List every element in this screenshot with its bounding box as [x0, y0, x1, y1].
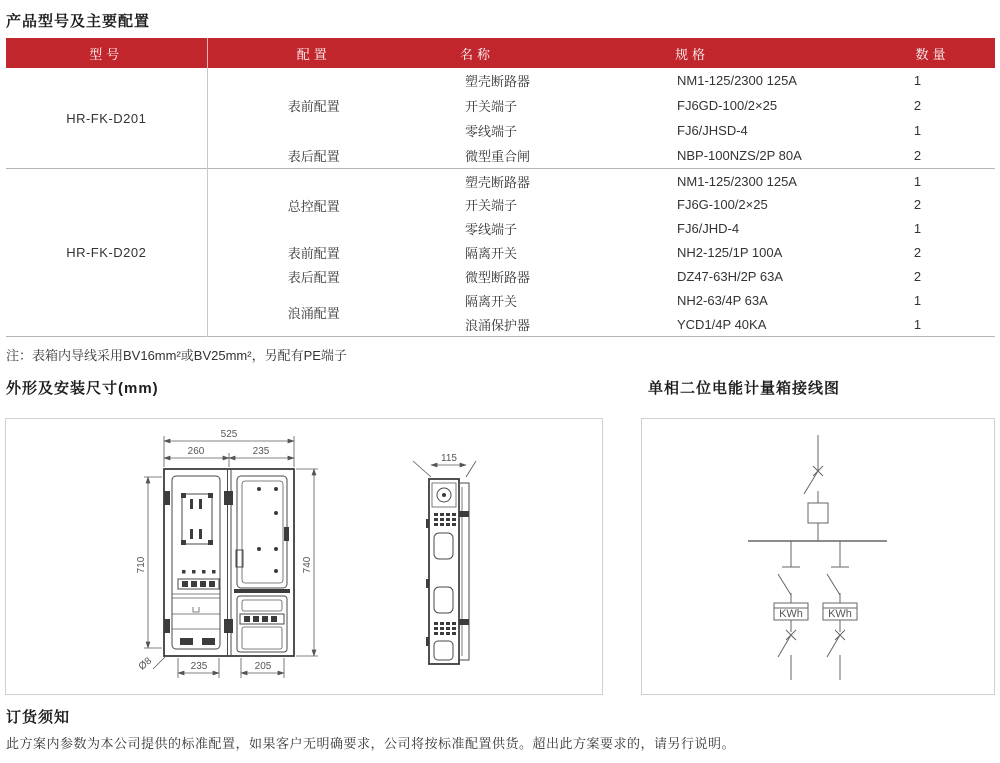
- svg-text:710: 710: [136, 556, 147, 574]
- config-cell: 表前配置: [287, 246, 340, 262]
- spec-cell: FJ6/JHD-4: [677, 221, 740, 237]
- config-cell: 浪涌配置: [287, 306, 340, 321]
- qty-cell: 1: [913, 173, 922, 189]
- table-row: [6, 68, 995, 93]
- order-notice-text: 此方案内参数为本公司提供的标准配置，如果客户无明确要求，公司将按标准配置供货。超出此方案要求的，请另行说明。: [6, 736, 736, 751]
- spec-table-header: [6, 38, 995, 68]
- name-cell: 微型断路器: [465, 270, 531, 286]
- svg-text:235: 235: [190, 661, 208, 672]
- qty-cell: 1: [913, 123, 922, 139]
- svg-text:Ø8: Ø8: [136, 655, 155, 673]
- page-title: 产品型号及主要配置: [6, 13, 151, 30]
- wiring-main-line: [748, 435, 887, 541]
- wiring-section-title: 单相二位电能计量箱接线图: [648, 380, 841, 397]
- column-header-2: 名称: [420, 38, 650, 68]
- spec-cell: FJ6G-100/2×25: [677, 197, 768, 213]
- spec-cell: YCD1/4P 40KA: [677, 317, 767, 332]
- name-cell: 塑壳断路器: [465, 74, 531, 90]
- config-cell: 表前配置: [287, 99, 340, 115]
- dimension-drawing: [6, 419, 602, 694]
- qty-cell: 1: [913, 317, 922, 332]
- qty-cell: 2: [913, 148, 922, 164]
- qty-cell: 1: [913, 73, 922, 89]
- product-block-HR-FK-D201: [6, 68, 995, 169]
- outline-drawing-box: [5, 418, 603, 695]
- spec-cell: FJ6/JHSD-4: [677, 123, 748, 139]
- header-row: [6, 38, 995, 68]
- spec-cell: NM1-125/2300 125A: [677, 173, 797, 189]
- qty-cell: 2: [913, 245, 922, 261]
- spec-cell: NH2-63/4P 63A: [677, 293, 768, 309]
- column-header-3: 规格: [650, 38, 870, 68]
- svg-text:525: 525: [220, 429, 238, 440]
- qty-cell: 1: [913, 293, 922, 309]
- config-cell: 总控配置: [287, 198, 340, 214]
- name-cell: 开关端子: [465, 198, 518, 214]
- svg-text:115: 115: [441, 453, 457, 464]
- column-header-4: 数量: [870, 38, 995, 68]
- name-cell: 浪涌保护器: [465, 318, 531, 333]
- wiring-drawing-box: [641, 418, 995, 695]
- name-cell: 塑壳断路器: [465, 174, 531, 190]
- order-notice-title: 订货须知: [6, 709, 71, 726]
- product-block-HR-FK-D202: [6, 169, 995, 337]
- kwh-meter-label-right: KWh: [828, 608, 852, 620]
- spec-cell: NH2-125/1P 100A: [677, 245, 783, 261]
- name-cell: 零线端子: [465, 222, 518, 238]
- svg-text:205: 205: [254, 661, 272, 672]
- spec-cell: FJ6GD-100/2×25: [677, 98, 778, 114]
- table-note: 注：表箱内导线采用BV16mm²或BV25mm²，另配有PE端子: [6, 348, 347, 363]
- side-view-drawing: [413, 453, 476, 664]
- config-cell: 表后配置: [287, 149, 340, 165]
- name-cell: 隔离开关: [465, 246, 518, 262]
- qty-cell: 2: [913, 197, 922, 213]
- column-header-1: 配置: [207, 38, 420, 68]
- spec-table: [6, 38, 995, 337]
- dimension-section-title: 外形及安装尺寸(mm): [6, 380, 159, 397]
- model-cell: HR-FK-D201: [6, 68, 207, 169]
- column-header-0: 型号: [6, 38, 207, 68]
- name-cell: 零线端子: [465, 124, 518, 140]
- config-cell: 表后配置: [287, 270, 340, 286]
- table-row: [6, 169, 995, 193]
- qty-cell: 1: [913, 221, 922, 237]
- kwh-meter-label-left: KWh: [779, 608, 803, 620]
- spec-cell: DZ47-63H/2P 63A: [677, 269, 783, 285]
- spec-cell: NM1-125/2300 125A: [677, 73, 797, 89]
- wiring-diagram: [642, 419, 994, 694]
- name-cell: 隔离开关: [465, 294, 518, 310]
- front-view-drawing: [136, 429, 318, 678]
- svg-text:740: 740: [302, 556, 313, 574]
- qty-cell: 2: [913, 98, 922, 114]
- spec-cell: NBP-100NZS/2P 80A: [677, 148, 802, 164]
- svg-text:260: 260: [187, 446, 205, 457]
- name-cell: 微型重合闸: [465, 149, 531, 165]
- model-cell: HR-FK-D202: [6, 169, 207, 337]
- svg-text:235: 235: [252, 446, 270, 457]
- qty-cell: 2: [913, 269, 922, 285]
- name-cell: 开关端子: [465, 99, 518, 115]
